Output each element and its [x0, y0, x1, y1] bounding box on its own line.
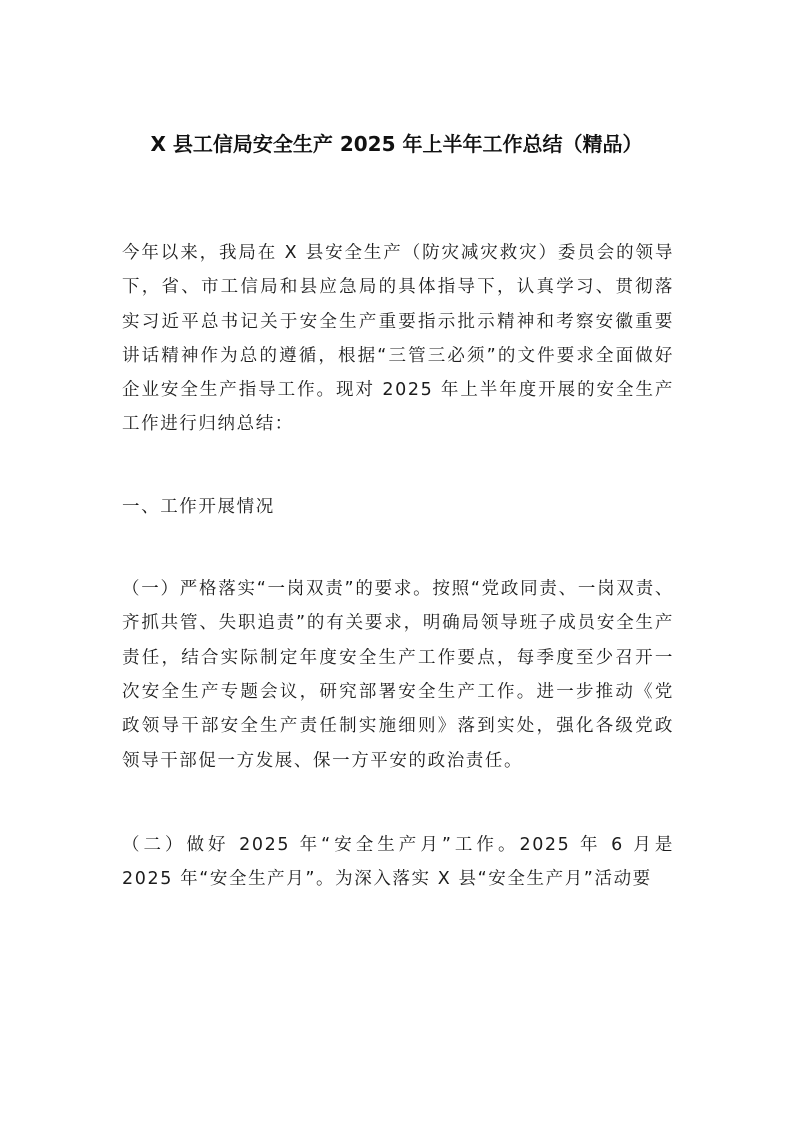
- document-title: X 县工信局安全生产 2025 年上半年工作总结（精品）: [150, 132, 643, 156]
- document-body: [122, 236, 674, 896]
- intro-paragraph: 今年以来，我局在 X 县安全生产（防灾减灾救灾）委员会的领导下，省、市工信局和县应急局的具体指导下，认真学习、贯彻落实习近平总书记关于安全生产重要指示批示精神和考察安徽重要讲话精神作为总的遵循，根据“三管三必须”的文件要求全面做好企业安全生产指导工作。现对 2025 年上半年度开展的安全生产工作进行归纳总结：: [122, 243, 674, 435]
- section-paragraph-2: （二）做好 2025 年“安全生产月”工作。2025 年 6 月是 2025 年“安全生产月”。为深入落实 X 县“安全生产月”活动要: [122, 834, 674, 890]
- section-heading: 一、工作开展情况: [122, 496, 275, 517]
- section-paragraph-1: （一）严格落实“一岗双责”的要求。按照“党政同责、一岗双责、齐抓共管、失职追责”的有关要求，明确局领导班子成员安全生产责任，结合实际制定年度安全生产工作要点，每季度至少召开一次安全生产专题会议，研究部署安全生产工作。进一步推动《党政领导干部安全生产责任制实施细则》落到实处，强化各级党政领导干部促一方发展、保一方平安的政治责任。: [122, 579, 674, 771]
